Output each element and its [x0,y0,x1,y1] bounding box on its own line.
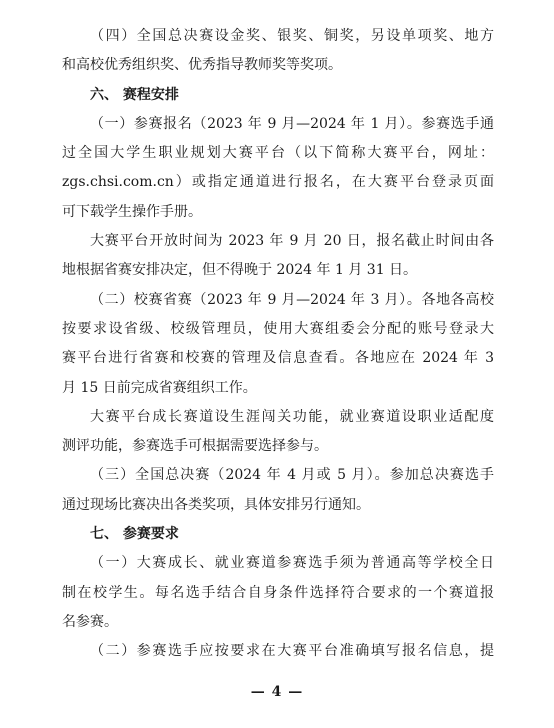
paragraph-tracks-line-1: 大赛平台成长赛道设生涯闯关功能，就业赛道设职业适配度 [90,408,494,425]
paragraph-school-provincial-line-3: 赛平台进行省赛和校赛的管理及信息查看。各地应在 2024 年 3 [62,350,494,367]
paragraph-registration-line-4: 可下载学生操作手册。 [62,203,202,220]
section-heading-schedule: 六、 赛程安排 [90,86,179,103]
paragraph-registration-line-3: zgs.chsi.com.cn）或指定通道进行报名，在大赛平台登录页面 [62,174,494,191]
section-heading-requirements: 七、 参赛要求 [90,526,179,543]
paragraph-finals-line-2: 通过现场比赛决出各类奖项，具体安排另行通知。 [62,496,370,513]
paragraph-platform-open-line-2: 地根据省赛安排决定，但不得晚于 2024 年 1 月 31 日。 [62,262,418,279]
paragraph-school-provincial-line-2: 按要求设省级、校级管理员，使用大赛组委会分配的账号登录大 [62,320,494,337]
paragraph-eligibility-line-1: （一）大赛成长、就业赛道参赛选手须为普通高等学校全日 [90,555,494,572]
paragraph-registration-info-line-1: （二）参赛选手应按要求在大赛平台准确填写报名信息，提 [90,643,494,660]
paragraph-registration-line-1: （一）参赛报名（2023 年 9 月—2024 年 1 月）。参赛选手通 [90,115,494,132]
paragraph-awards-line-1: （四）全国总决赛设金奖、银奖、铜奖，另设单项奖、地方 [90,28,494,44]
paragraph-school-provincial-line-4: 月 15 日前完成省赛组织工作。 [62,379,257,396]
paragraph-platform-open-line-1: 大赛平台开放时间为 2023 年 9 月 20 日，报名截止时间由各 [90,233,494,250]
paragraph-registration-line-2: 过全国大学生职业规划大赛平台（以下简称大赛平台，网址： [62,145,494,162]
paragraph-awards-line-2: 和高校优秀组织奖、优秀指导教师奖等奖项。 [62,57,342,74]
paragraph-eligibility-line-3: 名参赛。 [62,613,118,630]
paragraph-finals-line-1: （三）全国总决赛（2024 年 4 月或 5 月）。参加总决赛选手 [90,467,494,484]
page-number: — 4 — [250,684,304,700]
paragraph-tracks-line-2: 测评功能，参赛选手可根据需要选择参与。 [62,438,328,455]
paragraph-eligibility-line-2: 制在校学生。每名选手结合自身条件选择符合要求的一个赛道报 [62,584,494,601]
paragraph-school-provincial-line-1: （二）校赛省赛（2023 年 9 月—2024 年 3 月）。各地各高校 [90,291,494,308]
document-body [62,22,494,667]
